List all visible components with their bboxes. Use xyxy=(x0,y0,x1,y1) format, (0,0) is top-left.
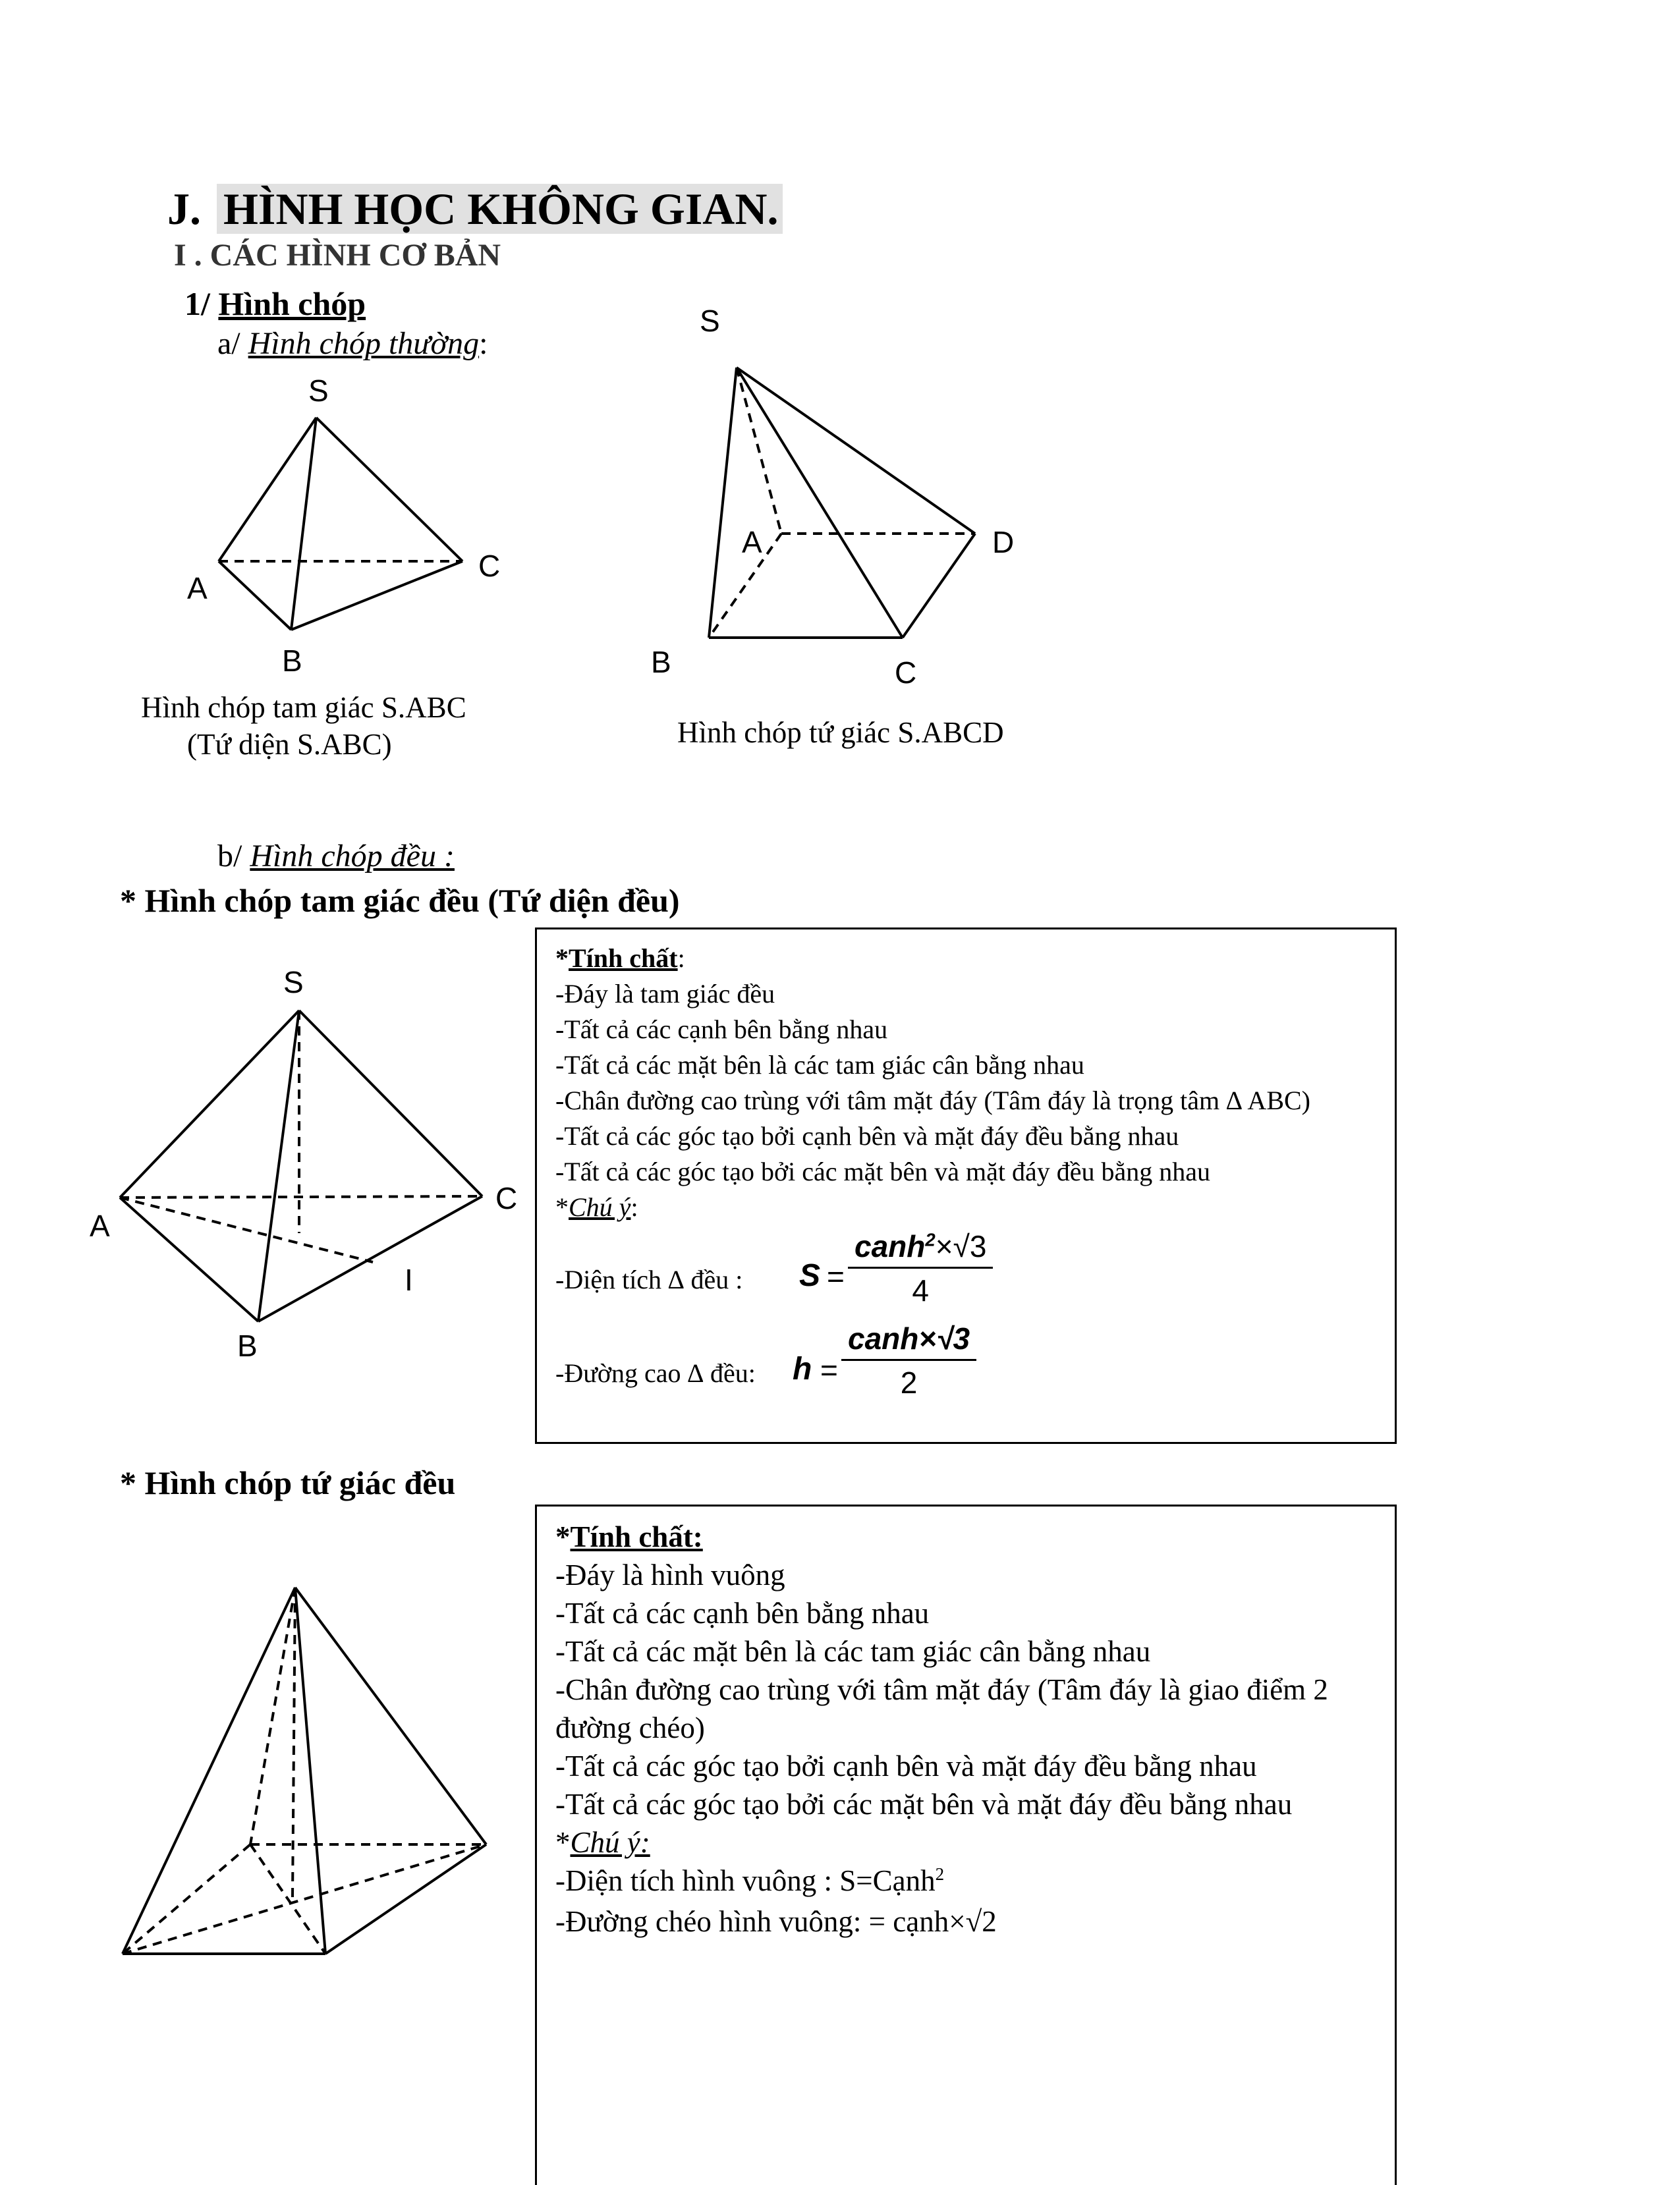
list-item: -Chân đường cao trùng với tâm mặt đáy (Tâm đáy là trọng tâm ∆ ABC) xyxy=(555,1086,1310,1115)
area-fraction: canh$^2$×√3 4 xyxy=(848,1229,993,1308)
area-formula-label: -Diện tích ∆ đều : xyxy=(555,1265,743,1294)
square-area-formula: -Diện tích hình vuông : S=Cạnh$^2$ xyxy=(555,1864,945,1897)
fig2-caption: Hình chóp tứ giác S.ABCD xyxy=(677,716,1004,749)
square-diagonal-formula: -Đường chéo hình vuông: = cạnh×√2 xyxy=(555,1905,997,1938)
fig1-label-a: A xyxy=(187,571,208,605)
list-item: -Chân đường cao trùng với tâm mặt đáy (Tâm đáy là giao điểm 2 xyxy=(555,1673,1328,1706)
fig2-label-d: D xyxy=(992,525,1015,559)
list-item: -Tất cả các cạnh bên bằng nhau xyxy=(555,1014,888,1044)
list-item: -Tất cả các góc tạo bởi các mặt bên và mặt đáy đều bằng nhau xyxy=(555,1788,1293,1821)
list-item: -Tất cả các mặt bên là các tam giác cân bằng nhau xyxy=(555,1050,1084,1080)
fig3-label-b: B xyxy=(237,1329,258,1363)
regular-quad-heading: * Hình chóp tứ giác đều xyxy=(120,1464,456,1501)
height-eq: = xyxy=(820,1353,838,1387)
regular-tri-heading: * Hình chóp tam giác đều (Tứ diện đều) xyxy=(120,882,680,919)
list-item: -Tất cả các góc tạo bởi các mặt bên và mặt đáy đều bằng nhau xyxy=(555,1157,1211,1186)
list-item: -Tất cả các cạnh bên bằng nhau xyxy=(555,1597,930,1630)
title-highlight: HÌNH HỌC KHÔNG GIAN. xyxy=(217,184,783,234)
list-item: -Đáy là tam giác đều xyxy=(555,979,775,1009)
page-title: J. HÌNH HỌC KHÔNG GIAN. xyxy=(167,183,783,235)
fig2-label-c: C xyxy=(895,655,917,690)
fig3-label-c: C xyxy=(495,1181,518,1215)
height-var: h xyxy=(793,1352,812,1387)
area-var: S xyxy=(799,1258,821,1293)
fig1-caption-sub: (Tứ diện S.ABC) xyxy=(187,728,392,761)
fig1-label-s: S xyxy=(308,373,329,408)
fig1-label-c: C xyxy=(478,549,501,583)
fig3-label-a: A xyxy=(90,1209,110,1243)
note-title: *Chú ý: xyxy=(555,1826,650,1859)
fig1-caption: Hình chóp tam giác S.ABC xyxy=(141,691,466,724)
height-fraction: canh×√3 2 xyxy=(841,1321,976,1400)
regular-quad-properties-box xyxy=(535,1505,1397,2185)
fig2-label-s: S xyxy=(700,304,720,338)
fig2-label-b: B xyxy=(651,645,671,679)
list-item: -Tất cả các góc tạo bởi cạnh bên và mặt đáy đều bằng nhau xyxy=(555,1750,1257,1783)
regular-tri-properties-box xyxy=(535,927,1397,1444)
note-title: *Chú ý: xyxy=(555,1192,638,1222)
fig1-label-b: B xyxy=(282,644,302,678)
subsection-heading: 1/ Hình chóp xyxy=(184,285,366,322)
fig3-label-i: I xyxy=(405,1263,413,1297)
fig3-label-s: S xyxy=(283,965,304,999)
list-item: -Tất cả các góc tạo bởi cạnh bên và mặt đáy đều bằng nhau xyxy=(555,1121,1179,1151)
area-eq: = xyxy=(827,1259,845,1294)
list-item: đường chéo) xyxy=(555,1711,705,1744)
fig2-label-a: A xyxy=(742,525,762,559)
list-item: -Đáy là hình vuông xyxy=(555,1559,785,1591)
part-a-heading: a/ Hình chóp thường: xyxy=(217,326,488,361)
part-b-heading: b/ Hình chóp đều : xyxy=(217,839,455,873)
props-title: *Tính chất: xyxy=(555,1520,703,1553)
props-title: *Tính chất: xyxy=(555,943,685,973)
height-formula-label: -Đường cao ∆ đều: xyxy=(555,1358,756,1388)
list-item: -Tất cả các mặt bên là các tam giác cân bằng nhau xyxy=(555,1635,1151,1668)
section-heading: I . CÁC HÌNH CƠ BẢN xyxy=(174,238,501,273)
